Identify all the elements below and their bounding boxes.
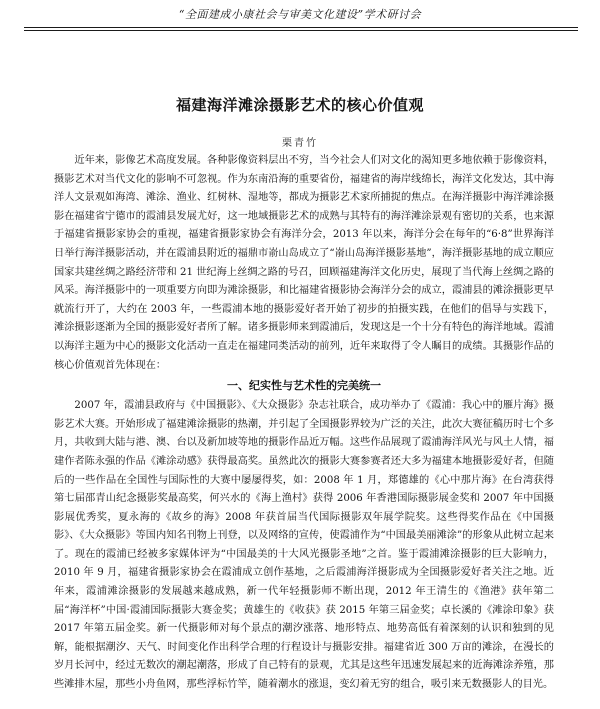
header-rule-bottom: [24, 30, 578, 31]
intro-paragraph: 近年来，影像艺术高度发展。各种影像资料层出不穷，当今社会人们对文化的渴知更多地依赖于影像资料，摄影艺术对当代文化的影响不可忽视。作为东南沿海的重要省份，福建省的海岸线绵长，海洋文化发达，其中海洋人文景观如海湾、滩涂、渔业、红树林、湿地等，都成为摄影艺术家所捕捉的焦点。在海洋摄影中海洋滩涂摄影在福建省宁德市的霞浦县发展尤好，这一地域摄影艺术的成熟与其特有的海洋滩涂景观有密切的关系，也来源于福建省摄影家协会的重视，福建省摄影家协会有海洋分会，2013 年以来，海洋分会在每年的“6·8”世界海洋日举行海洋摄影活动，并在霞浦县附近的福鼎市嵛山岛成立了“嵛山岛海洋摄影基地”，海洋摄影基地的成立顺应国家共建丝绸之路经济带和 21 世纪海上丝绸之路的号召，回顾福建海洋文化历史，展现了当代海上丝绸之路的风采。海洋摄影中的一项重要方向即为滩涂摄影，和比福建省摄影协会海洋分会的成立，霞浦县的滩涂摄影更早就流行开了，大约在 2003 年，一些霞浦本地的摄影爱好者开始了初步的拍摄实践，在他们的倡导与实践下，滩涂摄影逐渐为全国的摄影爱好者所了解。诸多摄影师来到霞浦后，发现这是一个十分有特色的海洋地域。霞浦以海洋主题为中心的摄影文化活动一直走在福建同类活动的前列，近年来取得了令人瞩目的成绩。其摄影作品的核心价值观首先体现在：: [54, 155, 554, 371]
header-rule-top: [24, 27, 578, 28]
article-body: [54, 152, 554, 695]
section-heading: 一、纪实性与艺术性的完美统一: [227, 379, 381, 393]
article-author: 栗青竹: [282, 138, 318, 149]
running-header: “全面建成小康社会与审美文化建设”学术研讨会: [178, 8, 422, 21]
article-title: 福建海洋滩涂摄影艺术的核心价值观: [175, 96, 424, 114]
section-paragraph: 2007 年，霞浦县政府与《中国摄影》、《大众摄影》杂志社联合，成功举办了《霞浦：我心中的雁片海》摄影艺术大赛。开始形成了福建滩涂摄影的热潮，并引起了全国摄影界较为广泛的关注，此次大赛征稿历时七个多月，共收到大陆与港、澳、台以及新加坡等地的摄影作品近万幅。这些作品展现了霞浦海洋风光与风土人情，福建作者陈永强的作品《滩涂动感》获得最高奖。虽然此次的摄影大赛参赛者还大多为福建本地摄影爱好者，但随后的一些作品在全国性与国际性的大赛中屡屡得奖，如：2008 年 1 月，郑德雄的《心中那片海》在台湾获得第七届邵青山纪念摄影奖最高奖，何兴水的《海上渔村》获得 2006 年香港国际摄影展金奖和 2007 年中国摄影展优秀奖，夏永海的《故乡的海》2008 年获首届当代国际摄影双年展学院奖。这些得奖作品在《中国摄影》、《大众摄影》等国内知名刊物上刊登，以及网络的宣传，使霞浦作为“中国最美丽滩涂”的形象从此树立起来了。现在的霞浦已经被多家媒体评为“中国最美的十大风光摄影圣地”之首。鉴于霞浦滩涂摄影的巨大影响力，2010 年 9 月，福建省摄影家协会在霞浦成立创作基地，之后霞浦海洋摄影成为全国摄影爱好者关注之地。近年来，霞浦滩涂摄影的发展越来越成熟，新一代年轻摄影师不断出现，2012 年王清生的《渔港》获年第二届“海洋杯”中国·霞浦国际摄影大赛金奖；黄雄生的《收获》获 2015 年第三届金奖；卓长溪的《滩涂印象》获 2017 年第五届金奖。新一代摄影师对每个景点的潮汐涨落、地形特点、地势高低有着深刻的认识和独到的见解，能根据潮汐、天气、时间变化作出科学合理的行程设计与摄影安排。福建省近 300 万亩的滩涂，在漫长的岁月长河中，经过无数次的潮起潮落，形成了自己特有的景观，尤其是这些年迅速发展起来的近海滩涂养殖，那些滩排木屋，那些小舟鱼网，那些浮标竹竿，随着潮水的涨退，变幻着无穷的组合，吸引来无数摄影人的目光。: [54, 400, 554, 691]
